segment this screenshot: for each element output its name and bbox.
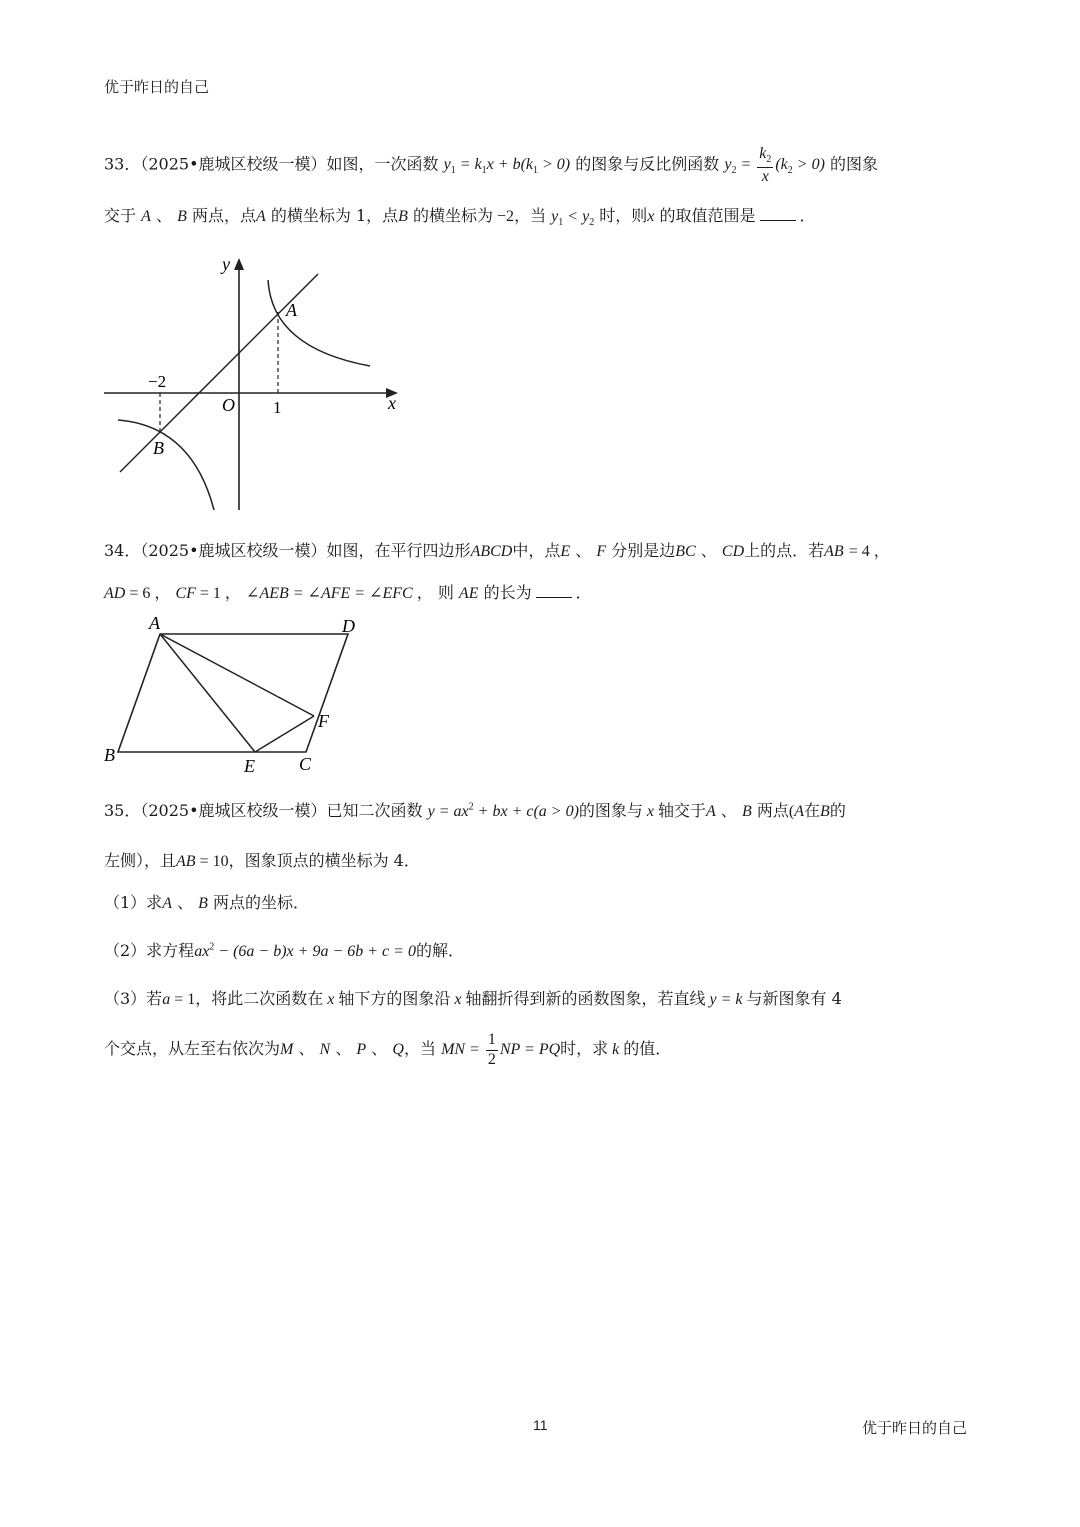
- tick-label-1: 1: [273, 398, 282, 417]
- q34-number: 34．: [104, 541, 141, 560]
- q35-part-1: （1）求A 、 B 两点的坐标．: [104, 893, 310, 912]
- q35-number: 35．: [104, 801, 141, 820]
- q34-figure: [100, 610, 370, 780]
- vertex-c: C: [299, 754, 312, 774]
- label-y: y: [222, 254, 230, 274]
- q34-answer-blank[interactable]: [536, 583, 572, 598]
- q33-source: （2025•鹿城区校级一模）: [140, 154, 327, 174]
- q35-part-2: （2）求方程$ax^2 - (6a - b)x + 9a - 6b + c = 0$的解．: [104, 941, 464, 960]
- hyperbola-branch-right: [268, 280, 370, 366]
- q33-linear-function: $y_1 = k_1x + b(k_1 > 0)$: [443, 156, 571, 177]
- page-number: 11: [533, 1417, 548, 1433]
- q33-graph: [100, 248, 410, 516]
- q33-line-1: 33．（2025•鹿城区校级一模）如图，一次函数 $y_1 = k_1x + b(k_1 > 0)$ 的图象与反比例函数 $y_2$ = $\frac{k_2}{x}$ $(k_2 > 0)$ 的图象: [104, 145, 879, 185]
- tick-label-neg2: −2: [148, 372, 167, 391]
- q34-line-2: AD = 6 ， CF = 1 ， ∠AEB = ∠AFE = ∠EFC ， 则 AE 的长为 ．: [104, 583, 592, 602]
- label-x: x: [388, 393, 396, 413]
- vertex-b: B: [104, 745, 115, 765]
- label-point-a: A: [286, 300, 297, 320]
- q34-line-1: 34．（2025•鹿城区校级一模）如图，在平行四边形ABCD中，点E 、 F 分别是边BC 、 CD上的点．若AB = 4 ，: [104, 541, 890, 560]
- label-point-b: B: [153, 438, 164, 458]
- point-f: F: [318, 711, 329, 731]
- hyperbola-branch-left: [118, 420, 214, 510]
- segment-af: [160, 634, 314, 716]
- q35-line-1: 35．（2025•鹿城区校级一模）已知二次函数 $y = ax^2$ + bx + c(a > 0)的图象与 x 轴交于A 、 B 两点(A在B的: [104, 801, 846, 820]
- q35-source: （2025•鹿城区校级一模）: [140, 801, 327, 820]
- q35-part-3-cont: 个交点，从左至右依次为M 、 N 、 P 、 Q，当 MN = $\frac{1}{2}$ NP = PQ时，求 k 的值．: [104, 1031, 672, 1068]
- q35-part-3: （3）若a = 1，将此二次函数在 x 轴下方的图象沿 x 轴翻折得到新的函数图象，若直线 y = k 与新图象有 4: [104, 989, 842, 1008]
- y-axis-arrow: [234, 258, 244, 270]
- point-e: E: [244, 756, 255, 776]
- vertex-d: D: [342, 616, 355, 636]
- parallelogram-abcd: [118, 634, 348, 752]
- label-origin: O: [222, 395, 235, 415]
- q33-inverse-function: $y_2$ = $\frac{k_2}{x}$ $(k_2 > 0)$: [724, 145, 825, 185]
- page-header: 优于昨日的自己: [104, 78, 210, 96]
- q34-source: （2025•鹿城区校级一模）: [140, 541, 327, 560]
- q35-line-2: 左侧），且AB = 10，图象顶点的横坐标为 4．: [104, 851, 420, 870]
- q33-answer-blank[interactable]: [760, 206, 796, 221]
- q33-line-2: 交于 A 、 B 两点，点A 的横坐标为 1，点B 的横坐标为 −2，当 $y_1 < y_2$ 时，则x 的取值范围是 ．: [104, 206, 816, 229]
- vertex-a: A: [149, 613, 160, 633]
- segment-ef: [255, 716, 314, 752]
- q33-number: 33．: [104, 154, 141, 174]
- segment-ae: [160, 634, 255, 752]
- page-footer: 优于昨日的自己: [862, 1419, 968, 1437]
